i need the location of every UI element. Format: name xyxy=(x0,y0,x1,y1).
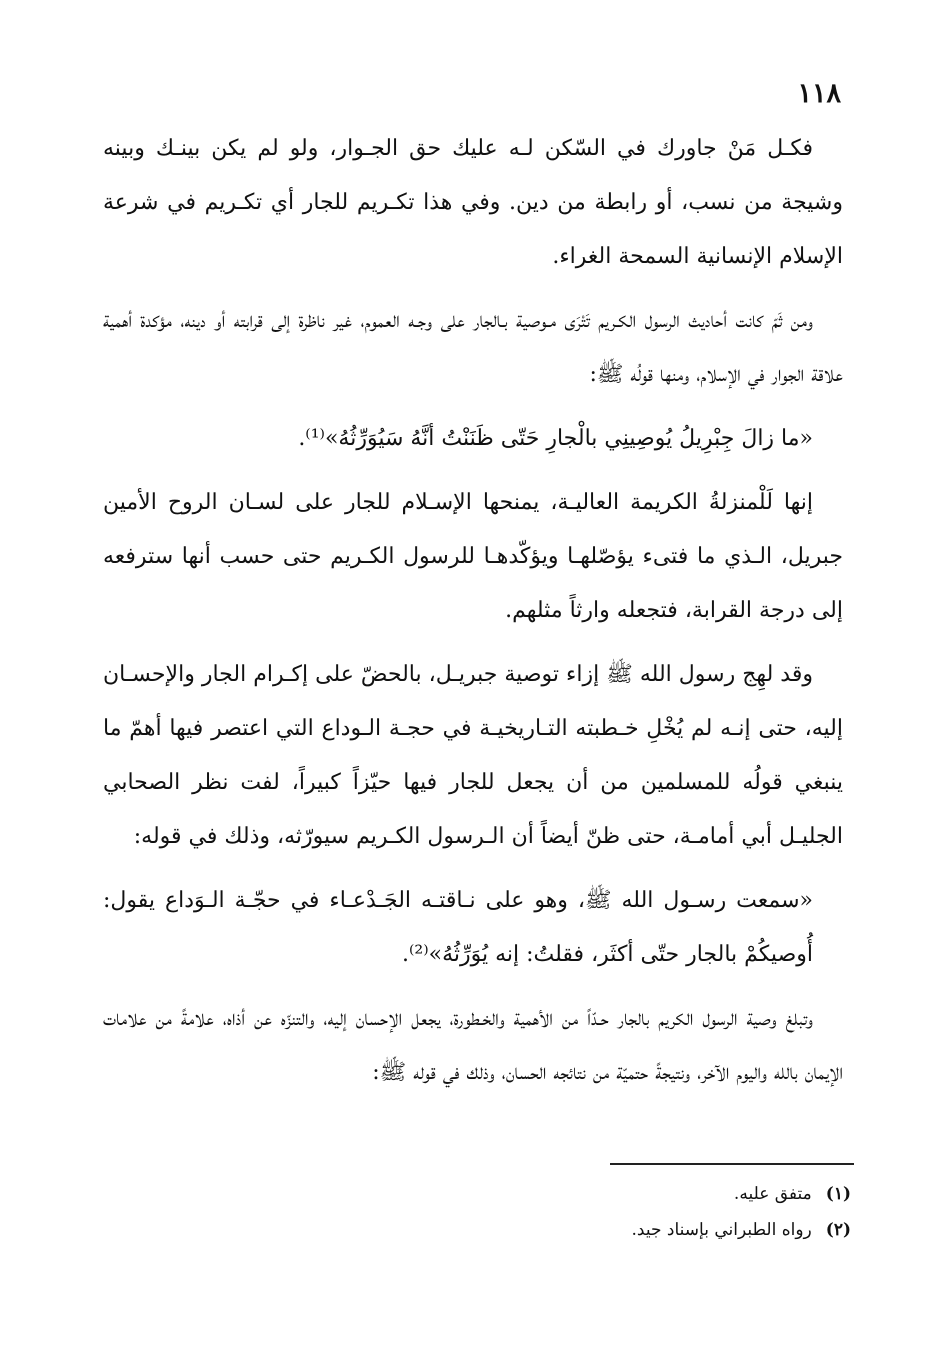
footnote-text: متفق عليه. xyxy=(733,1184,812,1204)
page-number: ١١٨ xyxy=(797,78,841,109)
footnote-divider xyxy=(610,1163,854,1165)
footnote-mark: (١) xyxy=(825,1184,851,1204)
paragraph-3: إنها لَلْمنزلةُ الكريمة العاليـة، يمنحها الإسـلام للجار على لسـان الروح الأمين جبريل، الـذي ما فتىء يؤصّلهـا ويؤكّدهـا للرسول الكـريم حتى حسب أنها سترفعه إلى درجة القرابة، فتجعله وارثاً مثلهم. xyxy=(103,490,843,623)
hadith-quote-1: «ما زالَ جِبْرِيلُ يُوصِينِي بالْجارِ حَتّى ظَنَنْتُ أنَّهُ سَيُوَرِّثُهُ»⁽¹⁾. xyxy=(298,426,813,451)
body-text xyxy=(103,122,843,1110)
paragraph-1: فكـل مَنْ جاورك في السّكن لـه عليك حق الجـوار، ولو لم يكن بينـك وبينه وشيجة من نسب، أو رابطة من دين. وفي هذا تكـريم للجار أي تكـريم في شرعة الإسلام الإنسانية السمحة الغراء. xyxy=(103,136,843,269)
footnote-text: رواه الطبراني بإسناد جيد. xyxy=(631,1220,812,1240)
footnotes xyxy=(251,1176,851,1248)
paragraph-5: وتبلغ وصية الرسول الكريم بالجار حـدّاً من الأهمية والخـطورة، يجعل الإحسان إليه، والتنزّه عن أذاه، علامةً من علامات الإيمان بالله واليوم الآخر، ونتيجةً حتميّة من نتائجه الحسان، وذلك في قوله ﷺ: xyxy=(103,1006,843,1085)
paragraph-4: وقد لهِج رسول الله ﷺ إزاء توصية جبريـل، بالحضّ على إكـرام الجار والإحسـان إليه، حتى إنـه لم يُخْلِ خـطبته التـاريخيـة في حجـة الـوداع التي اعتصر فيها أهمّ ما ينبغي قولُه للمسلمين من أن يجعل للجار فيها حيّزاً كبيراً، لفت نظر الصحابي الجليـل أبي أمامـة، حتى ظنّ أيضاً أن الـرسول الكـريم سيورّثه، وذلك في قوله: xyxy=(103,662,843,849)
footnote-mark: (٢) xyxy=(825,1220,851,1240)
hadith-quote-2: «سمعت رسـول الله ﷺ، وهو على نـاقتـه الجَـدْعـاء في حجّـة الـوَداع يقول: أُوصيكُمْ بالجار حتّى أكثَر، فقلتُ: إنه يُوَرِّثُهُ»⁽²⁾. xyxy=(103,888,813,967)
paragraph-2: ومن ثَمّ كانت أحاديث الرسول الكـريم تَتْرَى مـوصية بـالجار على وجـه العموم، غير ناظرة إلى قرابته أو دينه، مؤكدة أهمية علاقة الجوار في الإسلام، ومنها قولُه ﷺ: xyxy=(103,308,843,387)
footnote-1 xyxy=(251,1176,851,1212)
footnote-2 xyxy=(251,1212,851,1248)
